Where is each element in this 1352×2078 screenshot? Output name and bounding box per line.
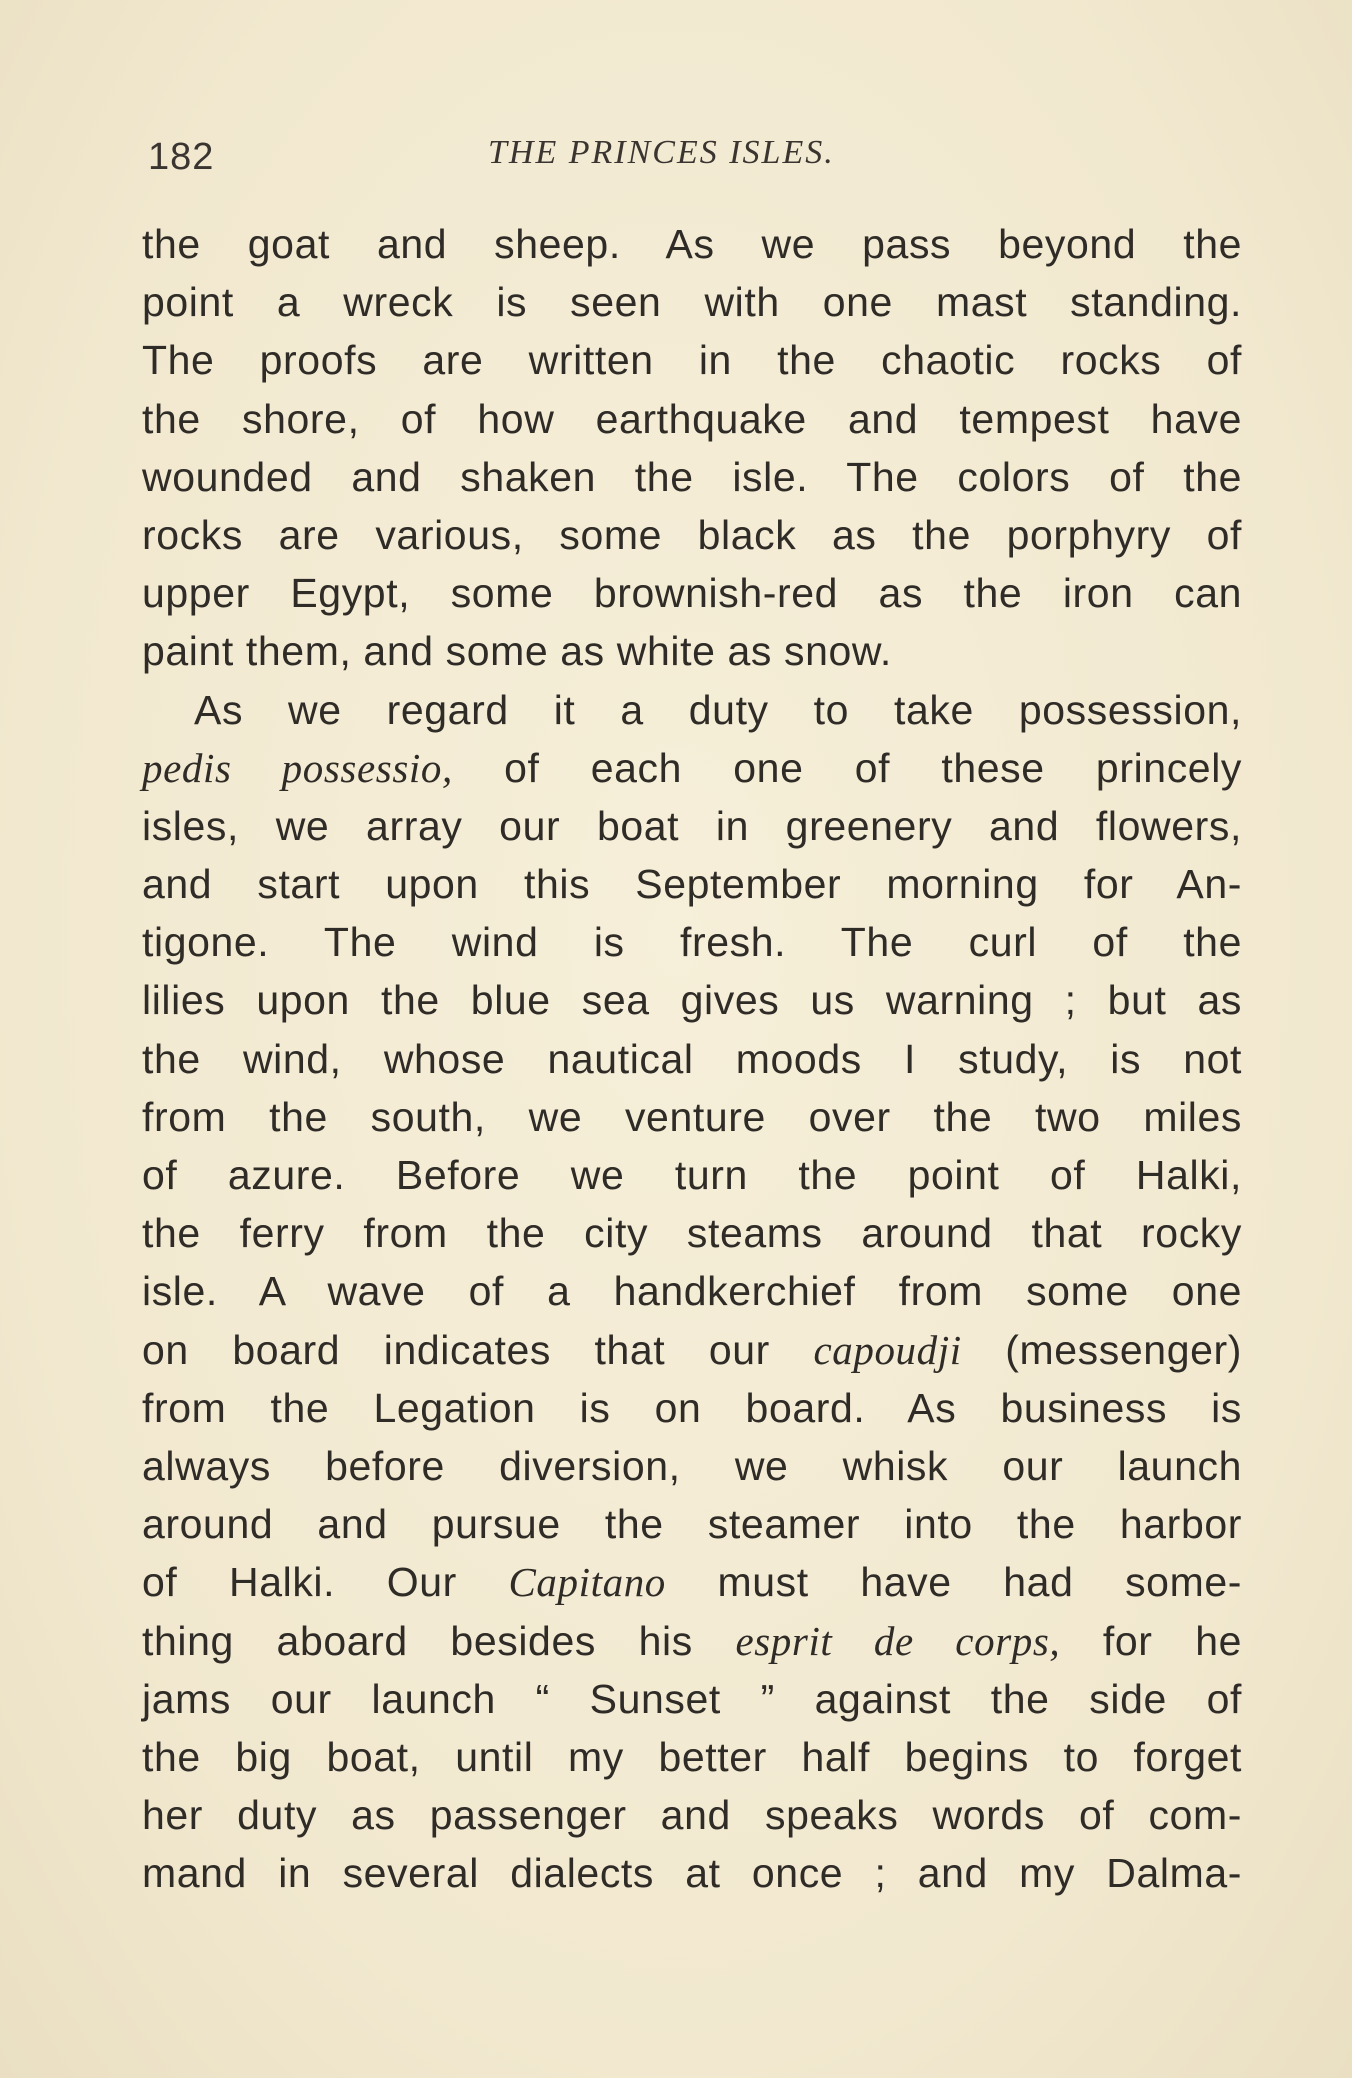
italic-phrase: Capitano [508, 1559, 666, 1606]
text-line [142, 1321, 1242, 1379]
text-span: for he [1060, 1617, 1242, 1664]
paragraph-2 [142, 681, 1242, 1903]
text-line: always before diversion, we whisk our launch [142, 1442, 1242, 1489]
text-line: of azure. Before we turn the point of Halki, [142, 1152, 1242, 1198]
text-line: around and pursue the steamer into the harbor [142, 1501, 1242, 1548]
text-line: wounded and shaken the isle. The colors of the [142, 453, 1242, 500]
italic-phrase: pedis possessio, [142, 744, 453, 791]
running-title: THE PRINCES ISLES. [488, 134, 835, 171]
text-line: the big boat, until my better half begins to forget [142, 1733, 1242, 1780]
text-line: The proofs are written in the chaotic rocks of [142, 337, 1242, 384]
text-line: the wind, whose nautical moods I study, is not [142, 1035, 1242, 1082]
text-line: from the south, we venture over the two miles [142, 1093, 1242, 1140]
text-line: As we regard it a duty to take possession, [194, 686, 1242, 733]
text-line: isle. A wave of a handkerchief from some one [142, 1268, 1242, 1315]
text-line [142, 739, 1242, 797]
paragraph-1 [142, 215, 1242, 681]
text-line: upper Egypt, some brownish-red as the iron can [142, 570, 1242, 617]
text-line: isles, we array our boat in greenery and flowers, [142, 802, 1242, 849]
text-line: and start upon this September morning for An- [142, 861, 1242, 908]
text-span: of Halki. Our [142, 1559, 509, 1606]
italic-phrase: capoudji [813, 1326, 962, 1373]
text-line: tigone. The wind is fresh. The curl of the [142, 919, 1242, 966]
text-line: the shore, of how earthquake and tempest have [142, 395, 1242, 442]
body-text [142, 215, 1242, 1902]
text-span: on board indicates that our [142, 1326, 814, 1373]
text-line: paint them, and some as white as snow. [142, 628, 892, 675]
text-span: of each one of these princely [452, 744, 1243, 791]
text-span: (messenger) [961, 1326, 1243, 1373]
text-span: thing aboard besides his [142, 1617, 736, 1664]
text-line: lilies upon the blue sea gives us warning ; but as [142, 977, 1242, 1024]
italic-phrase: esprit de corps, [735, 1617, 1061, 1664]
text-line: the goat and sheep. As we pass beyond the [142, 221, 1242, 267]
text-line: jams our launch “ Sunset ” against the side of [142, 1675, 1242, 1722]
text-line: mand in several dialects at once ; and my Dalma- [142, 1850, 1242, 1897]
running-head [148, 128, 1258, 178]
text-line: point a wreck is seen with one mast standing. [142, 279, 1242, 326]
text-line [142, 1553, 1242, 1611]
text-line: the ferry from the city steams around that rocky [142, 1210, 1242, 1257]
text-line: rocks are various, some black as the porphyry of [142, 511, 1242, 558]
text-line: from the Legation is on board. As business is [142, 1384, 1242, 1431]
page-number: 182 [148, 136, 215, 178]
text-span: must have had some- [665, 1559, 1242, 1606]
text-line [142, 1612, 1242, 1670]
text-line: her duty as passenger and speaks words of com- [142, 1792, 1242, 1839]
